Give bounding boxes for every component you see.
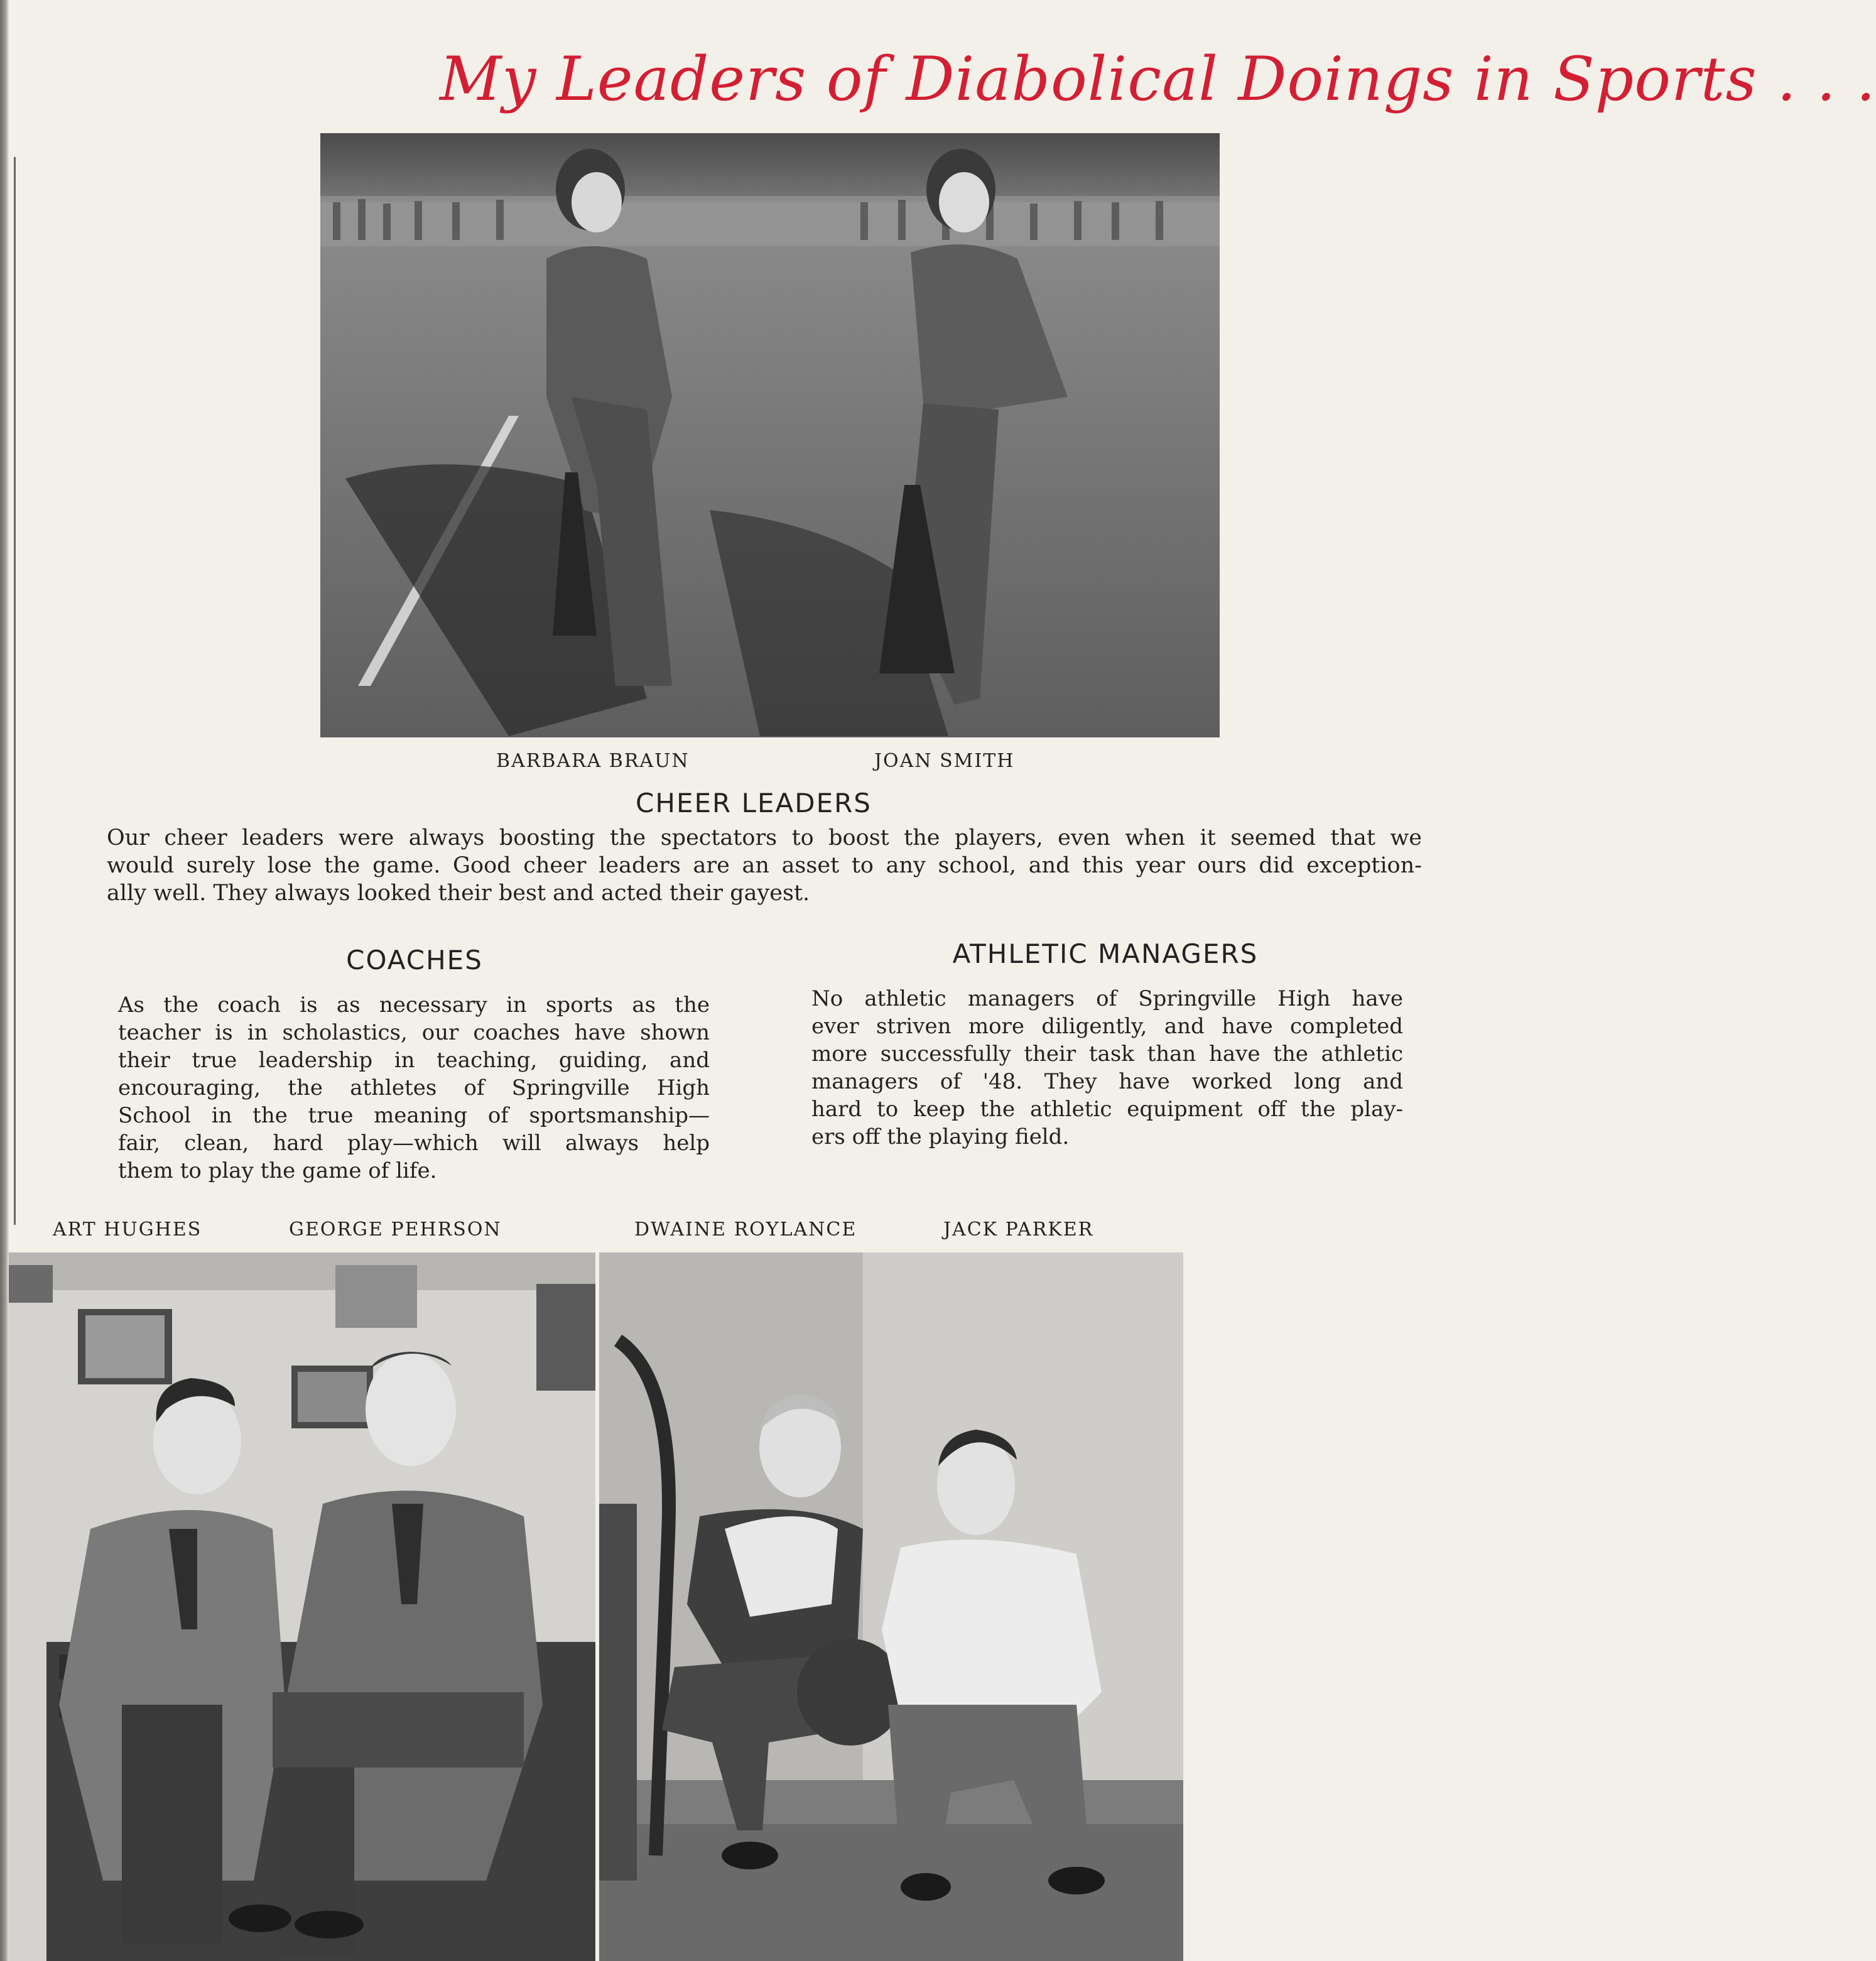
- managers-photo: [599, 1252, 1183, 1961]
- managers-line-1: No athletic managers of Springville High have: [811, 986, 1403, 1011]
- coaches-paragraph: [118, 991, 710, 1185]
- managers-line-4: managers of '48. They have worked long and: [811, 1069, 1403, 1094]
- caption-barbara-braun: BARBARA BRAUN: [496, 750, 690, 772]
- coaches-photo-image: [9, 1252, 595, 1961]
- coaches-heading: COACHES: [346, 945, 483, 975]
- cheer-leaders-photo-image: [320, 133, 1220, 737]
- coaches-line-7: them to play the game of life.: [118, 1158, 437, 1183]
- caption-art-hughes: ART HUGHES: [53, 1219, 202, 1241]
- managers-line-6: ers off the playing field.: [811, 1124, 1070, 1149]
- coaches-line-5: School in the true meaning of sportsmanship—: [118, 1103, 710, 1128]
- caption-dwaine-roylance: DWAINE ROYLANCE: [634, 1219, 857, 1241]
- coaches-photo: [9, 1252, 595, 1961]
- managers-line-2: ever striven more diligently, and have completed: [811, 1014, 1403, 1039]
- managers-line-5: hard to keep the athletic equipment off the play-: [811, 1097, 1403, 1122]
- coaches-line-6: fair, clean, hard play—which will always help: [118, 1131, 710, 1156]
- managers-line-3: more successfully their task than have the athletic: [811, 1041, 1403, 1067]
- caption-jack-parker: JACK PARKER: [943, 1219, 1094, 1241]
- coaches-line-2: teacher is in scholastics, our coaches have shown: [118, 1020, 710, 1045]
- managers-photo-image: [599, 1252, 1183, 1961]
- athletic-managers-heading: ATHLETIC MANAGERS: [952, 938, 1259, 969]
- cheer-line-2: would surely lose the game. Good cheer leaders are an asset to any school, and this year ours did exception-: [107, 853, 1422, 878]
- cheer-leaders-photo: [320, 133, 1220, 737]
- page-binding-edge: [0, 0, 9, 1961]
- page-title: My Leaders of Diabolical Doings in Sports . . .: [440, 44, 1876, 114]
- caption-george-pehrson: GEORGE PEHRSON: [289, 1219, 502, 1241]
- caption-joan-smith: JOAN SMITH: [874, 750, 1015, 772]
- coaches-line-1: As the coach is as necessary in sports as the: [118, 992, 710, 1018]
- athletic-managers-paragraph: [811, 985, 1403, 1151]
- page-binding-line: [14, 157, 16, 1225]
- cheer-line-1: Our cheer leaders were always boosting the spectators to boost the players, even when it seemed that we: [107, 825, 1422, 850]
- coaches-line-4: encouraging, the athletes of Springville High: [118, 1075, 710, 1100]
- cheer-leaders-paragraph: [107, 824, 1422, 907]
- cheer-line-3: ally well. They always looked their best and acted their gayest.: [107, 881, 810, 906]
- coaches-line-3: their true leadership in teaching, guiding, and: [118, 1048, 710, 1073]
- cheer-leaders-heading: CHEER LEADERS: [636, 788, 872, 818]
